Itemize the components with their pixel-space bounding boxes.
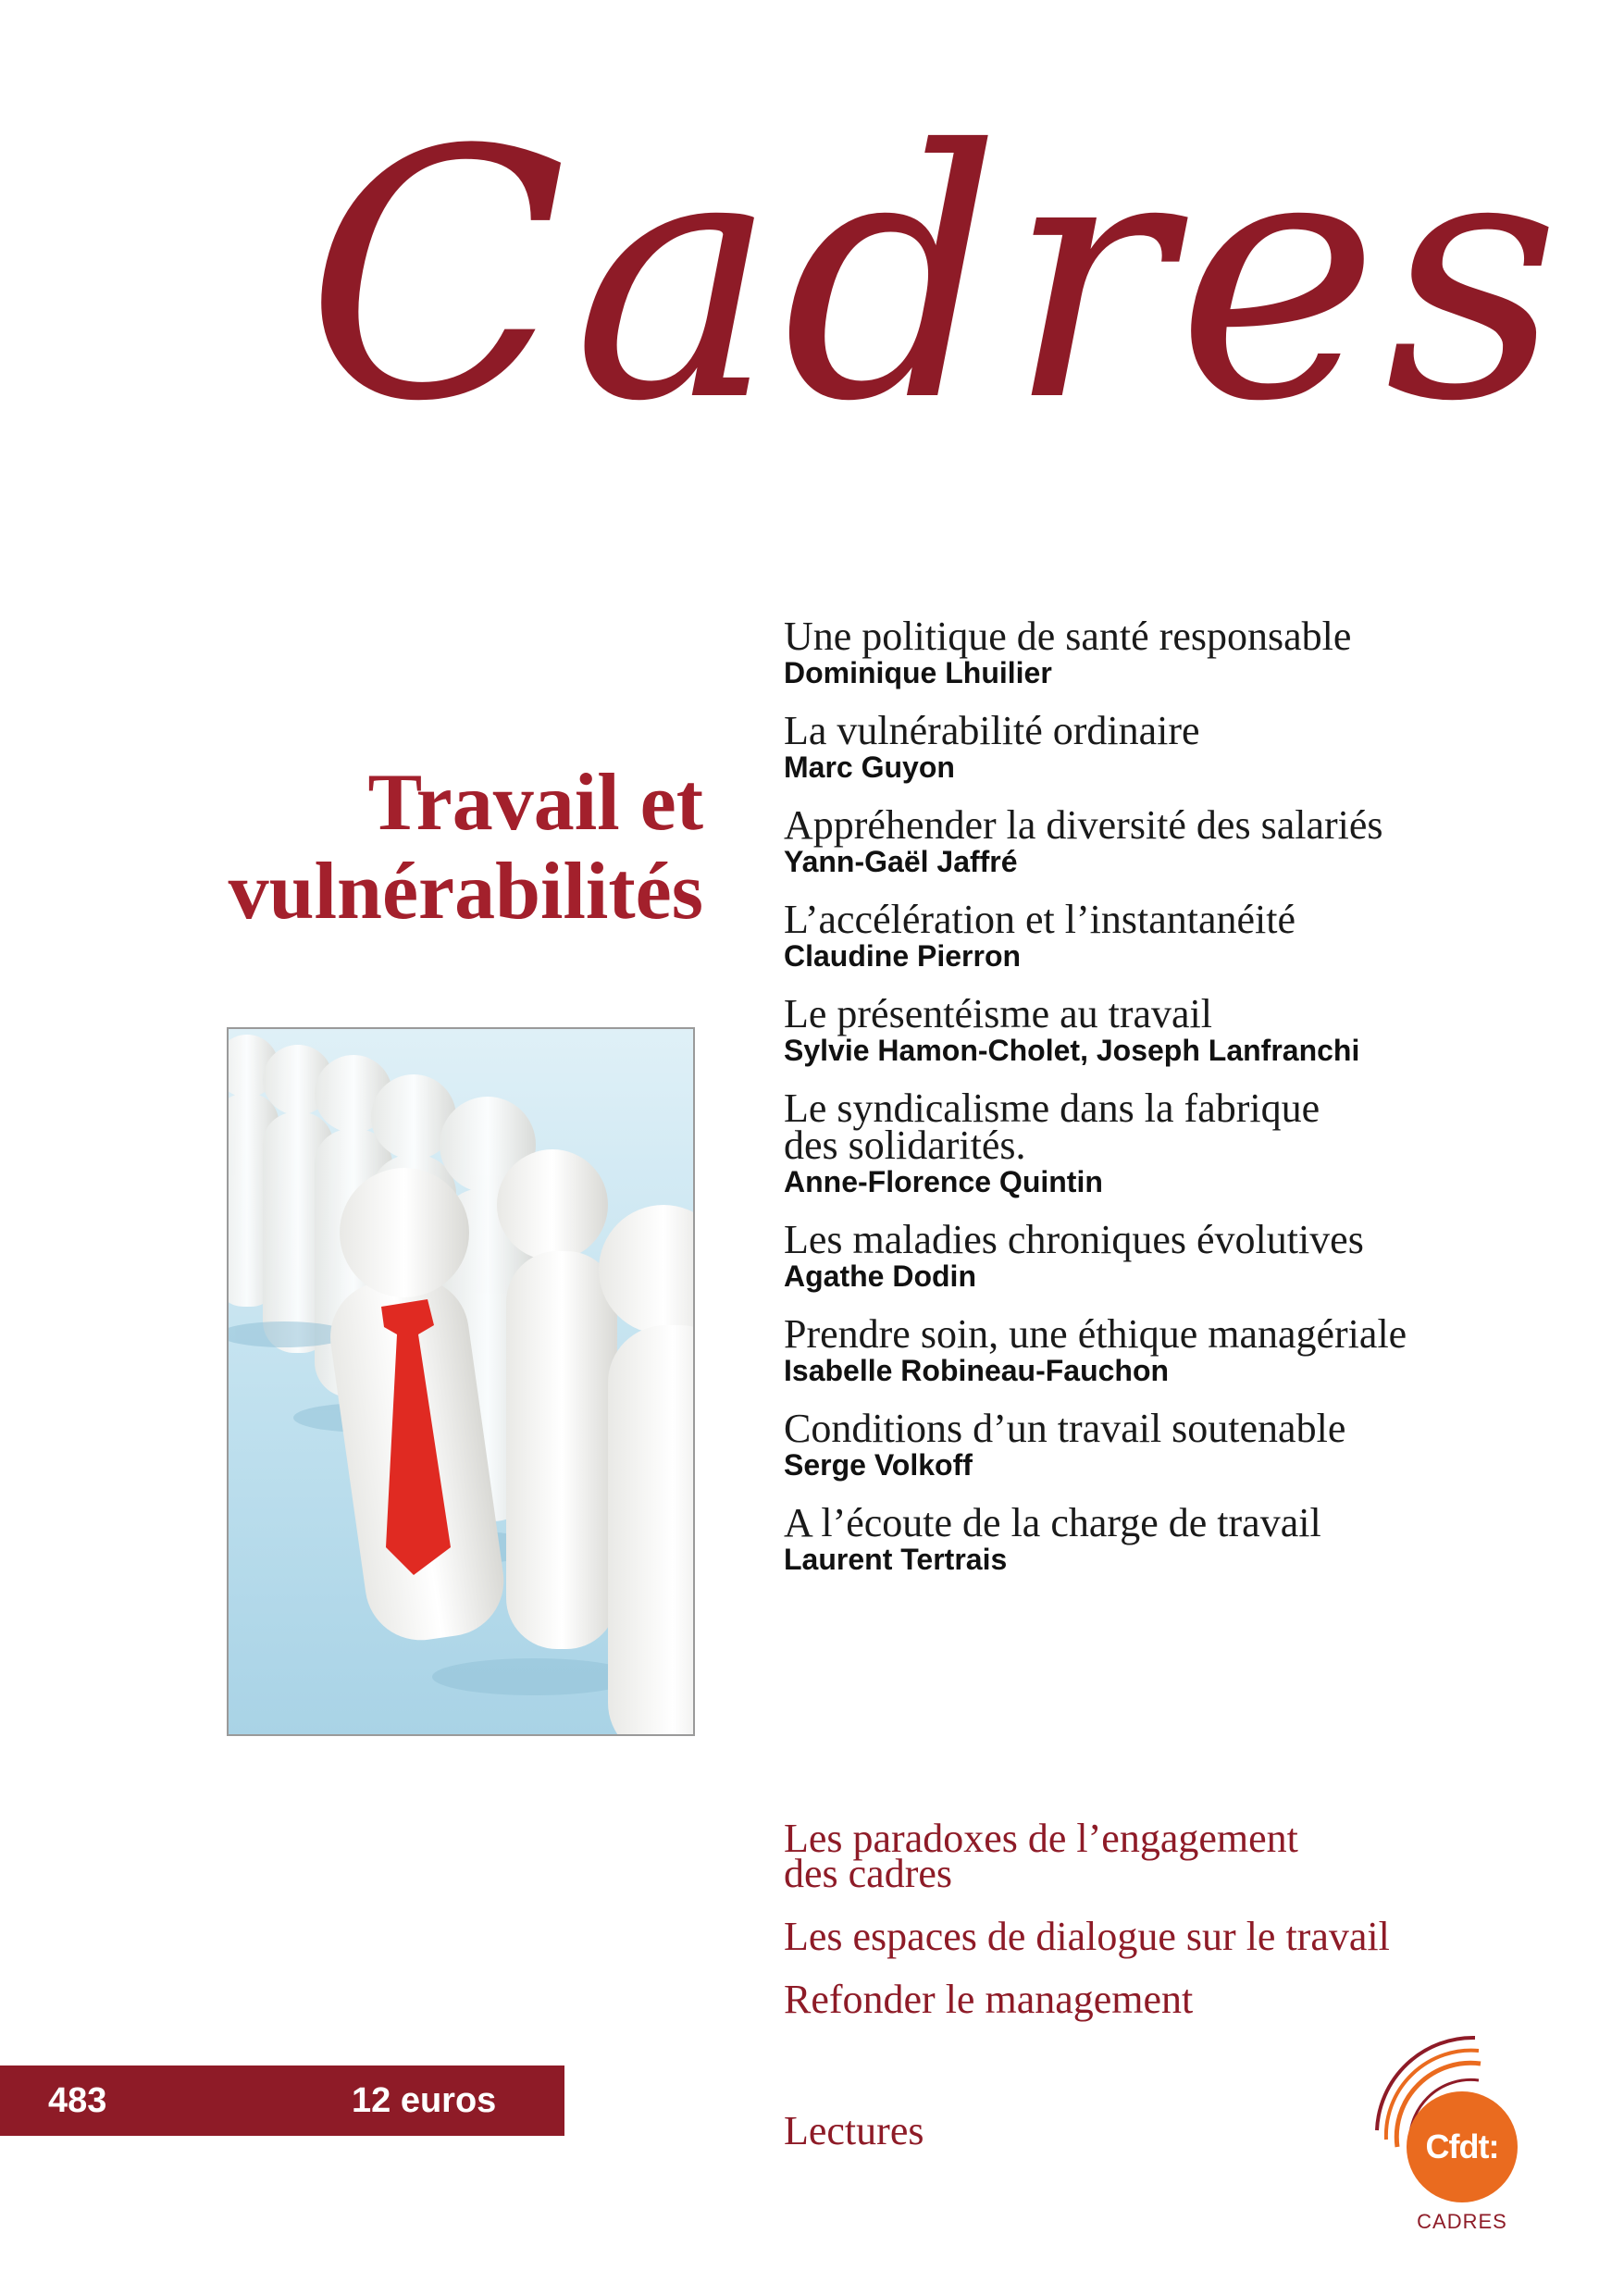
toc-item	[784, 708, 1598, 785]
toc-item	[784, 897, 1598, 974]
toc-item	[784, 1217, 1598, 1294]
article-author: Marc Guyon	[784, 751, 955, 784]
logo-subtitle: CADRES	[1417, 2210, 1507, 2233]
issue-theme-line-1: Travail et	[367, 758, 703, 848]
issue-price-bar	[0, 2066, 564, 2136]
article-title: L’accélération et l’instantanéité	[784, 897, 1295, 942]
article-author: Laurent Tertrais	[784, 1543, 1008, 1576]
toc-item	[784, 991, 1598, 1068]
section-item: Les paradoxes de l’engagement des cadres	[784, 1816, 1298, 1896]
issue-theme	[74, 759, 703, 937]
article-title: Le syndicalisme dans la fabrique des solidarités.	[784, 1085, 1320, 1168]
table-of-contents	[784, 614, 1598, 1599]
cfdt-logo	[1370, 2027, 1545, 2239]
article-author: Isabelle Robineau-Fauchon	[784, 1354, 1170, 1387]
toc-item	[784, 802, 1598, 879]
issue-number: 483	[48, 2081, 107, 2120]
toc-item	[784, 1085, 1598, 1199]
article-title: Conditions d’un travail soutenable	[784, 1406, 1346, 1451]
toc-item	[784, 1500, 1598, 1577]
section-item: Refonder le management	[784, 1977, 1194, 2022]
article-title: Les maladies chroniques évolutives	[784, 1217, 1364, 1262]
issue-theme-line-2: vulnérabilités	[228, 847, 703, 937]
article-title: Appréhender la diversité des salariés	[784, 802, 1383, 848]
masthead-title: Cadres	[305, 79, 1567, 477]
article-title: Une politique de santé responsable	[784, 614, 1352, 659]
toc-item	[784, 614, 1598, 690]
article-author: Anne-Florence Quintin	[784, 1165, 1103, 1198]
article-author: Claudine Pierron	[784, 939, 1022, 973]
article-author: Sylvie Hamon-Cholet, Joseph Lanfranchi	[784, 1034, 1360, 1067]
article-author: Serge Volkoff	[784, 1448, 973, 1482]
toc-item	[784, 1311, 1598, 1388]
section-item: Les espaces de dialogue sur le travail	[784, 1914, 1390, 1959]
wooden-figures-illustration	[229, 1029, 693, 1734]
article-title: Prendre soin, une éthique managériale	[784, 1311, 1407, 1357]
article-title: A l’écoute de la charge de travail	[784, 1500, 1321, 1545]
article-author: Agathe Dodin	[784, 1259, 976, 1293]
article-author: Dominique Lhuilier	[784, 656, 1052, 689]
toc-item	[784, 1406, 1598, 1482]
lectures-section: Lectures	[784, 2108, 924, 2153]
article-author: Yann-Gaël Jaffré	[784, 845, 1018, 878]
article-title: Le présentéisme au travail	[784, 991, 1213, 1036]
article-title: La vulnérabilité ordinaire	[784, 708, 1200, 753]
issue-price: 12 euros	[352, 2081, 497, 2120]
cover-photo	[227, 1027, 695, 1736]
section-list	[784, 1816, 1598, 2045]
logo-brand: Cfdt:	[1407, 2091, 1518, 2202]
